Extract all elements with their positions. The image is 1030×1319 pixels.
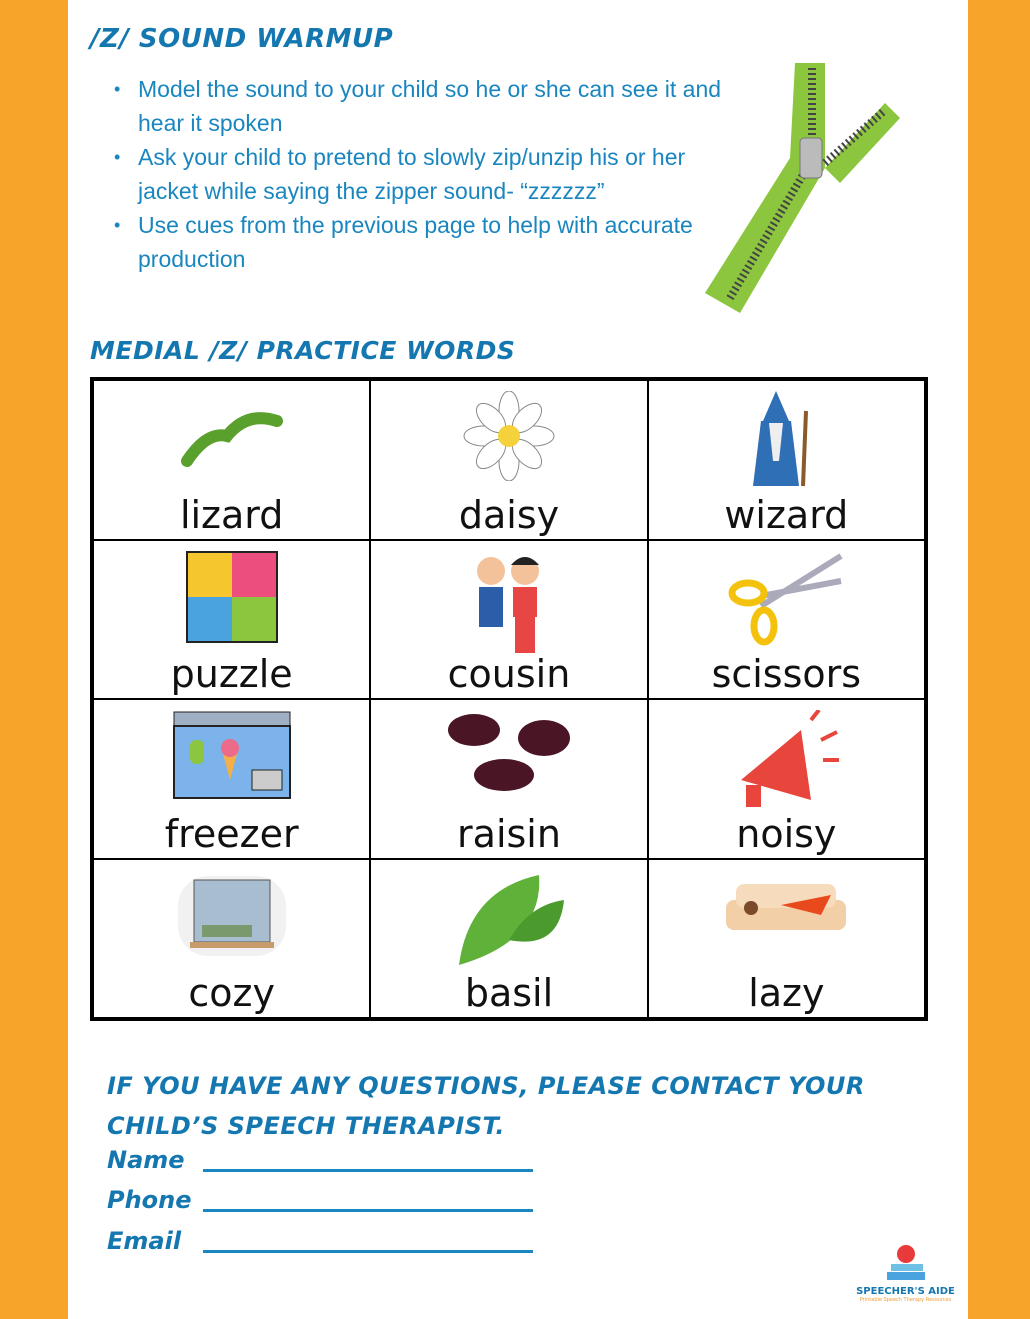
wizard-icon [741, 391, 831, 491]
word-label: daisy [458, 492, 560, 537]
phone-line[interactable] [203, 1209, 533, 1212]
warmup-title: /Z/ SOUND WARMUP [90, 24, 394, 54]
word-label: noisy [736, 811, 837, 856]
bullet: • Model the sound to your child so he or she can see it and hear it spoken [112, 72, 732, 140]
left-border [0, 0, 68, 1319]
logo-tagline: Printable Speech Therapy Resources [859, 1297, 952, 1303]
zipper-icon [700, 58, 900, 318]
word-card-wizard [648, 380, 925, 540]
cousin-icon [469, 551, 549, 661]
email-line[interactable] [203, 1250, 533, 1253]
word-label: cozy [188, 971, 275, 1015]
lizard-icon [177, 391, 287, 471]
name-label: Name [107, 1146, 185, 1174]
email-label: Email [107, 1227, 182, 1255]
name-line[interactable] [203, 1169, 533, 1172]
word-card-basil [370, 859, 647, 1019]
word-card-lizard [93, 380, 370, 540]
word-label: freezer [164, 811, 299, 856]
practice-title: MEDIAL /Z/ PRACTICE WORDS [90, 336, 516, 365]
lazy-sofa-icon [721, 870, 851, 945]
word-card-scissors [648, 540, 925, 700]
daisy-icon [459, 391, 559, 481]
basil-icon [449, 870, 569, 970]
word-card-daisy [370, 380, 647, 540]
word-card-puzzle [93, 540, 370, 700]
warmup-list [112, 72, 732, 276]
scissors-icon [726, 551, 846, 646]
word-card-cousin [370, 540, 647, 700]
word-card-raisin [370, 699, 647, 859]
word-label: lizard [179, 492, 284, 537]
word-label: cousin [447, 652, 571, 696]
word-card-noisy [648, 699, 925, 859]
contact-message: IF YOU HAVE ANY QUESTIONS, PLEASE CONTACT YOUR CHILD’S SPEECH THERAPIST. [107, 1072, 865, 1140]
practice-words-grid [90, 377, 928, 1021]
speechers-aide-logo [848, 1244, 963, 1303]
freezer-icon [172, 710, 292, 802]
apple-books-icon [881, 1244, 931, 1282]
word-label: lazy [748, 971, 825, 1015]
cozy-icon [172, 870, 292, 965]
logo-name: SPEECHER'S AIDE [856, 1286, 955, 1297]
right-border [968, 0, 1030, 1319]
word-card-cozy [93, 859, 370, 1019]
bullet: • Ask your child to pretend to slowly zip/unzip his or her jacket while saying the zipper sound- “zzzzzz” [112, 140, 732, 208]
bullet: • Use cues from the previous page to help with accurate production [112, 208, 732, 276]
word-label: raisin [457, 811, 561, 856]
phone-label: Phone [107, 1186, 192, 1214]
puzzle-icon [186, 551, 278, 643]
word-label: basil [464, 971, 554, 1015]
word-card-lazy [648, 859, 925, 1019]
raisin-icon [444, 710, 574, 795]
word-card-freezer [93, 699, 370, 859]
word-label: puzzle [170, 652, 293, 696]
megaphone-icon [731, 710, 841, 820]
word-label: scissors [711, 652, 862, 696]
word-label: wizard [724, 492, 849, 537]
